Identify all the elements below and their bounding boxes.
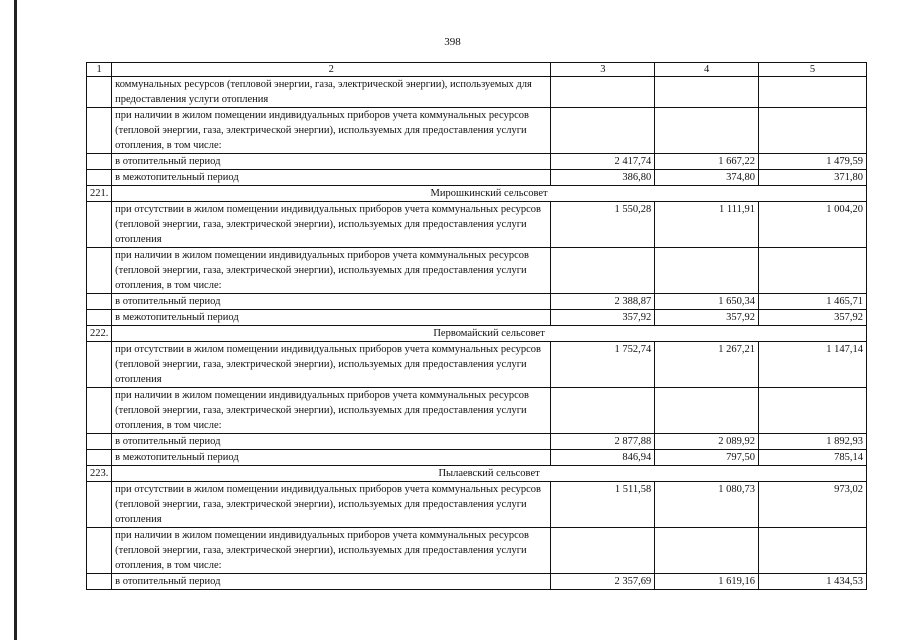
value-cell-col4: 1 650,34 <box>655 294 759 310</box>
row-number-cell <box>87 528 112 574</box>
description-cell: в межотопительный период <box>112 170 551 186</box>
table-row <box>87 294 867 310</box>
value-cell-col4 <box>655 528 759 574</box>
table-row <box>87 310 867 326</box>
value-cell-col4: 1 111,91 <box>655 202 759 248</box>
row-number-cell <box>87 170 112 186</box>
table-row <box>87 450 867 466</box>
value-cell-col5 <box>758 108 866 154</box>
row-number-cell <box>87 202 112 248</box>
value-cell-col4 <box>655 108 759 154</box>
value-cell-col5: 1 892,93 <box>758 434 866 450</box>
row-number-cell <box>87 434 112 450</box>
column-header: 3 <box>551 63 655 77</box>
value-cell-col5: 1 147,14 <box>758 342 866 388</box>
table-row <box>87 202 867 248</box>
value-cell-col4: 797,50 <box>655 450 759 466</box>
description-cell: в межотопительный период <box>112 310 551 326</box>
value-cell-col5: 1 004,20 <box>758 202 866 248</box>
table-row <box>87 154 867 170</box>
value-cell-col3: 2 388,87 <box>551 294 655 310</box>
row-number-cell <box>87 108 112 154</box>
value-cell-col4: 1 080,73 <box>655 482 759 528</box>
description-cell: при наличии в жилом помещении индивидуальных приборов учета коммунальных ресурсов (тепловой энергии, газа, электрической энергии), используемых для предоставления услуги отопления, в том числе: <box>112 108 551 154</box>
description-cell: в отопительный период <box>112 294 551 310</box>
table-row <box>87 434 867 450</box>
column-header: 2 <box>112 63 551 77</box>
value-cell-col3 <box>551 77 655 108</box>
scan-edge-line <box>14 0 17 640</box>
row-number-cell <box>87 310 112 326</box>
description-cell: при наличии в жилом помещении индивидуальных приборов учета коммунальных ресурсов (тепловой энергии, газа, электрической энергии), используемых для предоставления услуги отопления, в том числе: <box>112 388 551 434</box>
description-cell: коммунальных ресурсов (тепловой энергии, газа, электрической энергии), используемых для предоставления услуги отопления <box>112 77 551 108</box>
value-cell-col5 <box>758 248 866 294</box>
value-cell-col5: 357,92 <box>758 310 866 326</box>
value-cell-col5: 371,80 <box>758 170 866 186</box>
section-row <box>87 466 867 482</box>
table-row <box>87 528 867 574</box>
description-cell: в межотопительный период <box>112 450 551 466</box>
row-number-cell <box>87 574 112 590</box>
description-cell: при отсутствии в жилом помещении индивидуальных приборов учета коммунальных ресурсов (тепловой энергии, газа, электрической энергии), используемых для предоставления услуги отопления <box>112 342 551 388</box>
row-number-cell <box>87 450 112 466</box>
description-cell: при отсутствии в жилом помещении индивидуальных приборов учета коммунальных ресурсов (тепловой энергии, газа, электрической энергии), используемых для предоставления услуги отопления <box>112 482 551 528</box>
table-row <box>87 108 867 154</box>
table-header-row <box>87 63 867 77</box>
section-number: 222. <box>87 326 112 342</box>
value-cell-col4: 374,80 <box>655 170 759 186</box>
value-cell-col5 <box>758 77 866 108</box>
table-row <box>87 248 867 294</box>
value-cell-col5: 1 465,71 <box>758 294 866 310</box>
table-row <box>87 170 867 186</box>
description-cell: при наличии в жилом помещении индивидуальных приборов учета коммунальных ресурсов (тепловой энергии, газа, электрической энергии), используемых для предоставления услуги отопления, в том числе: <box>112 248 551 294</box>
value-cell-col4 <box>655 77 759 108</box>
value-cell-col5 <box>758 528 866 574</box>
row-number-cell <box>87 482 112 528</box>
section-number: 221. <box>87 186 112 202</box>
value-cell-col3 <box>551 388 655 434</box>
row-number-cell <box>87 77 112 108</box>
table-row <box>87 77 867 108</box>
row-number-cell <box>87 294 112 310</box>
value-cell-col5: 1 434,53 <box>758 574 866 590</box>
value-cell-col3 <box>551 528 655 574</box>
page-number: 398 <box>444 36 461 48</box>
value-cell-col4: 1 619,16 <box>655 574 759 590</box>
value-cell-col5: 785,14 <box>758 450 866 466</box>
value-cell-col4: 2 089,92 <box>655 434 759 450</box>
value-cell-col3: 2 877,88 <box>551 434 655 450</box>
value-cell-col3: 386,80 <box>551 170 655 186</box>
description-cell: при наличии в жилом помещении индивидуальных приборов учета коммунальных ресурсов (тепловой энергии, газа, электрической энергии), используемых для предоставления услуги отопления, в том числе: <box>112 528 551 574</box>
section-row <box>87 186 867 202</box>
table-row <box>87 574 867 590</box>
table-body <box>87 77 867 590</box>
section-row <box>87 326 867 342</box>
value-cell-col3: 1 550,28 <box>551 202 655 248</box>
value-cell-col4 <box>655 388 759 434</box>
section-number: 223. <box>87 466 112 482</box>
row-number-cell <box>87 154 112 170</box>
table-row <box>87 342 867 388</box>
value-cell-col4: 1 667,22 <box>655 154 759 170</box>
value-cell-col4 <box>655 248 759 294</box>
column-header: 4 <box>655 63 759 77</box>
value-cell-col3 <box>551 248 655 294</box>
description-cell: в отопительный период <box>112 434 551 450</box>
value-cell-col3: 1 511,58 <box>551 482 655 528</box>
value-cell-col5: 1 479,59 <box>758 154 866 170</box>
value-cell-col3: 2 417,74 <box>551 154 655 170</box>
description-cell: в отопительный период <box>112 154 551 170</box>
description-cell: при отсутствии в жилом помещении индивидуальных приборов учета коммунальных ресурсов (тепловой энергии, газа, электрической энергии), используемых для предоставления услуги отопления <box>112 202 551 248</box>
section-title: Первомайский сельсовет <box>112 326 867 342</box>
description-cell: в отопительный период <box>112 574 551 590</box>
table-row <box>87 388 867 434</box>
row-number-cell <box>87 388 112 434</box>
row-number-cell <box>87 342 112 388</box>
value-cell-col4: 357,92 <box>655 310 759 326</box>
table-row <box>87 482 867 528</box>
section-title: Мирошкинский сельсовет <box>112 186 867 202</box>
value-cell-col3: 1 752,74 <box>551 342 655 388</box>
value-cell-col3: 357,92 <box>551 310 655 326</box>
tariff-table <box>86 62 867 590</box>
value-cell-col3: 846,94 <box>551 450 655 466</box>
value-cell-col4: 1 267,21 <box>655 342 759 388</box>
column-header: 1 <box>87 63 112 77</box>
value-cell-col5: 973,02 <box>758 482 866 528</box>
section-title: Пылаевский сельсовет <box>112 466 867 482</box>
row-number-cell <box>87 248 112 294</box>
column-header: 5 <box>758 63 866 77</box>
value-cell-col5 <box>758 388 866 434</box>
value-cell-col3: 2 357,69 <box>551 574 655 590</box>
value-cell-col3 <box>551 108 655 154</box>
